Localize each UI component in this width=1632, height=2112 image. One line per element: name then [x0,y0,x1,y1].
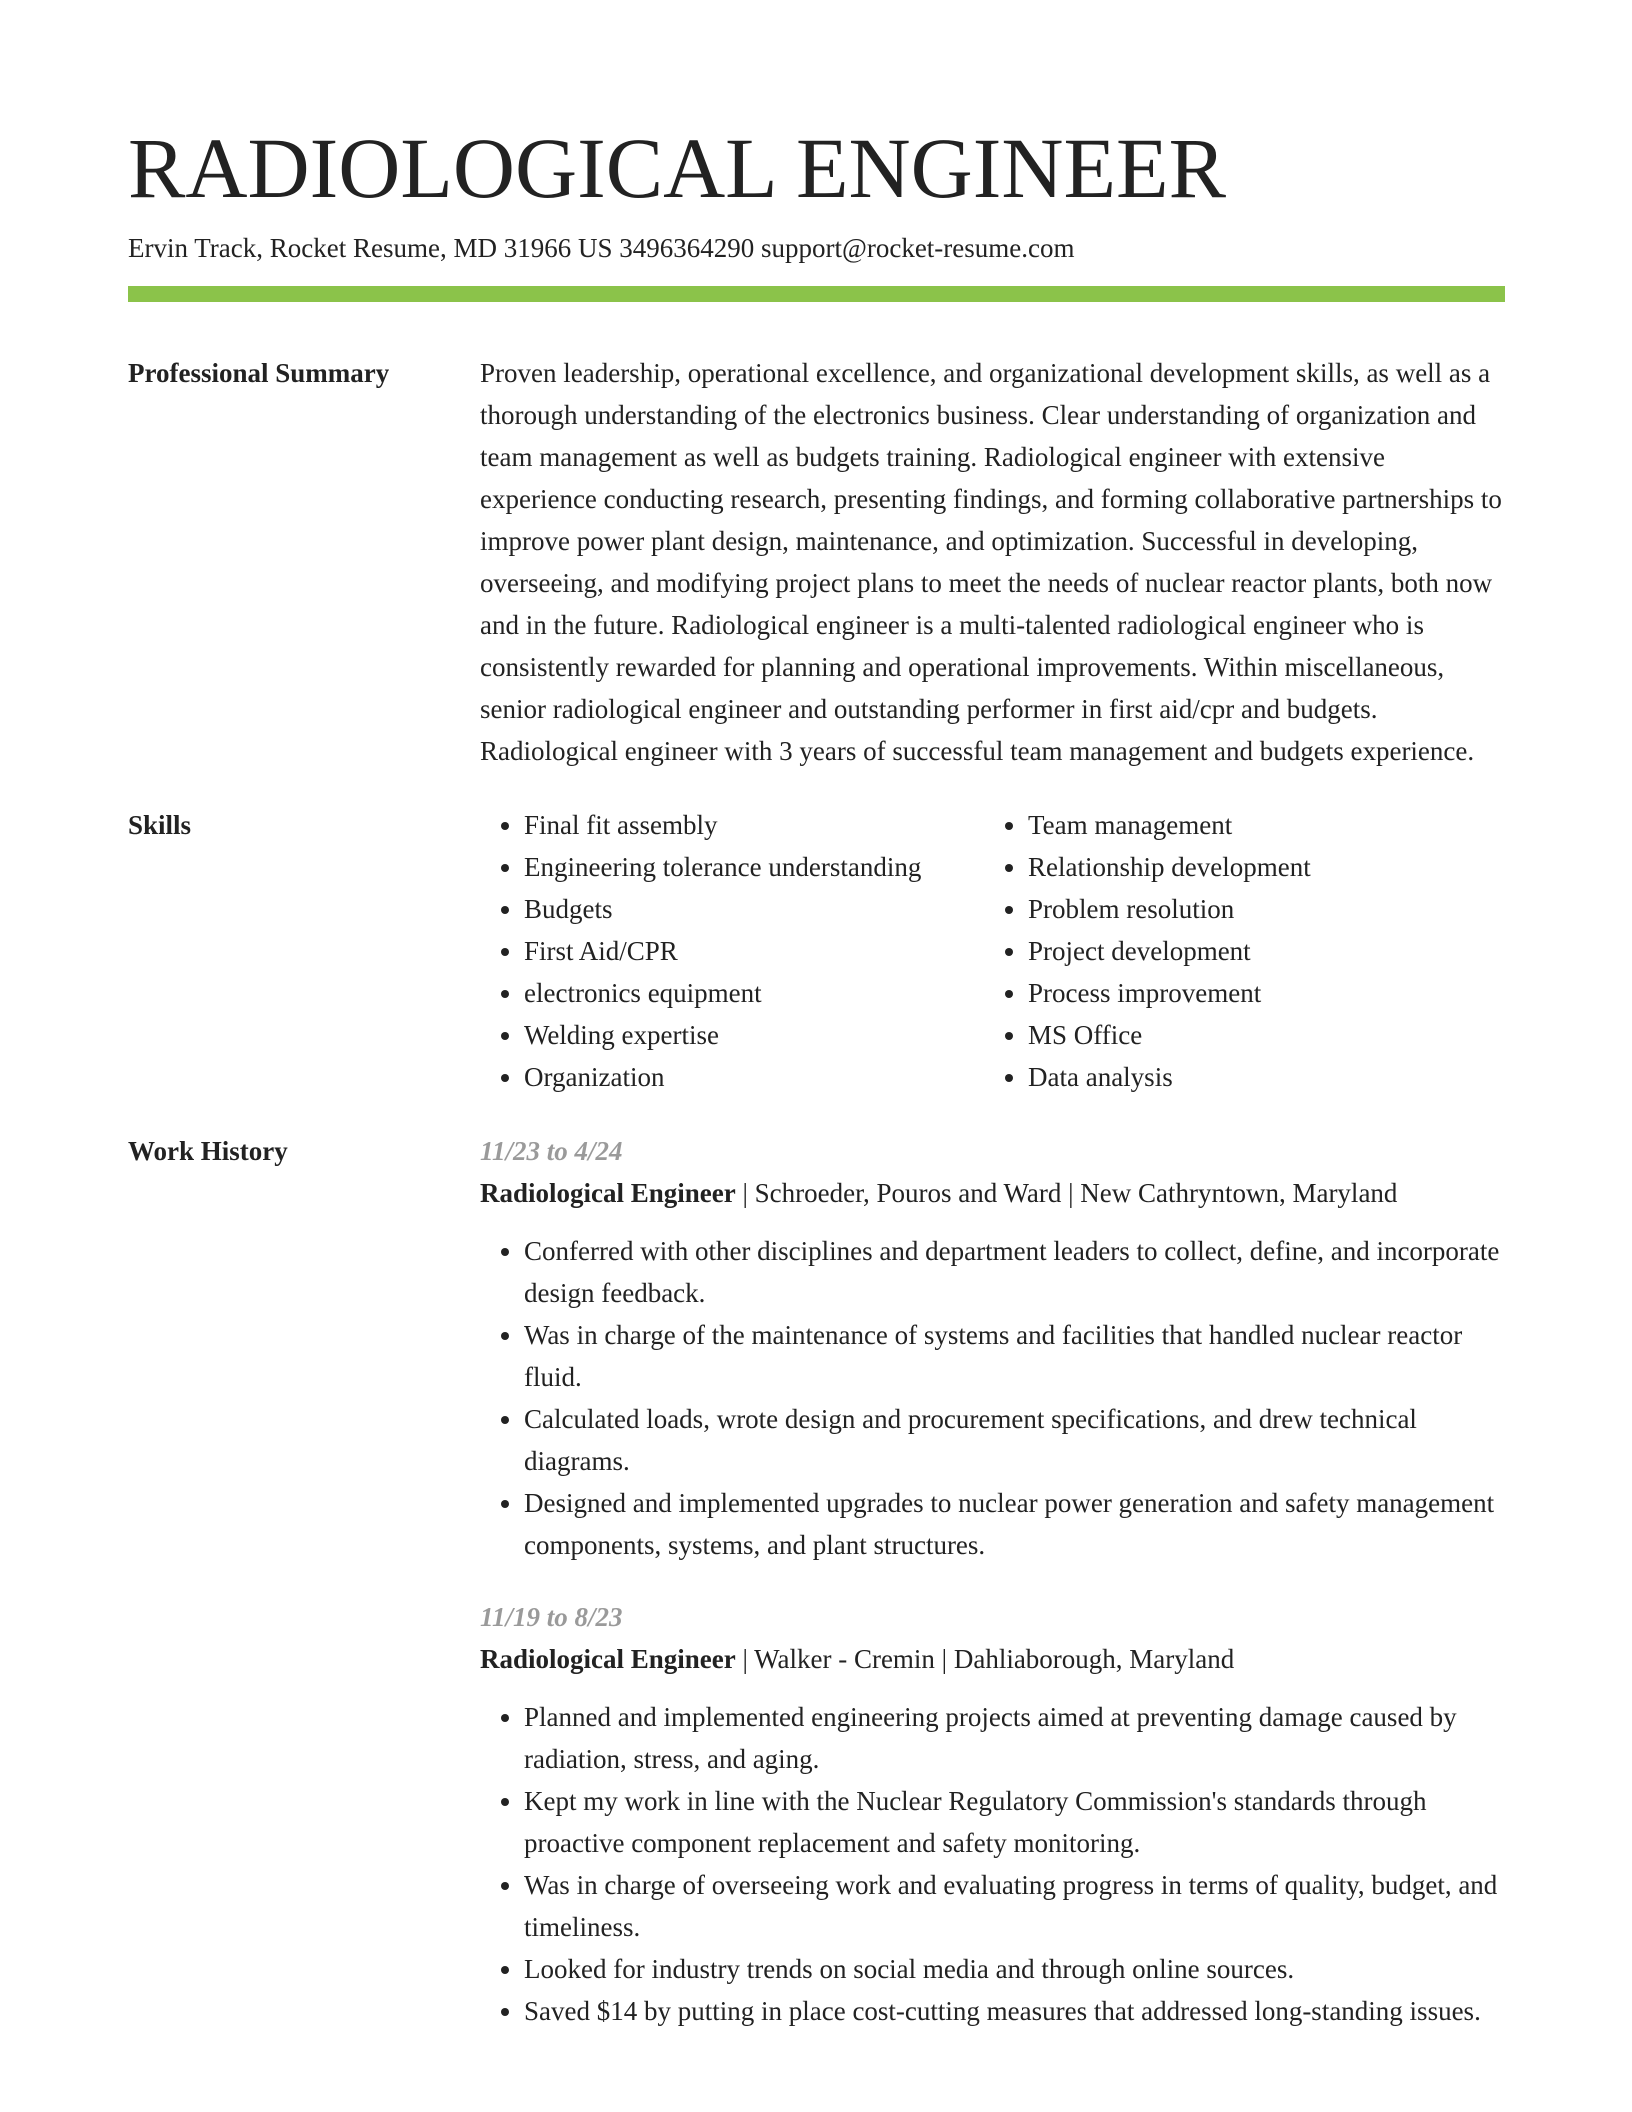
job-bullet: • Was in charge of the maintenance of systems and facilities that handled nuclear reactor fluid. [524,1314,1505,1398]
job-dates: 11/23 to 4/24 [480,1136,623,1166]
skills-list-right [984,804,1311,1098]
job-employer-location: | Schroeder, Pouros and Ward | New Cathryntown, Maryland [735,1178,1398,1208]
section-label-work-history: Work History [128,1136,288,1166]
job-entry [480,1596,1505,2032]
job-heading [480,1638,1505,1680]
job-bullet: • Saved $14 by putting in place cost-cutting measures that addressed long-standing issues. [524,1990,1505,2032]
job-bullet: • Designed and implemented upgrades to nuclear power generation and safety management components, systems, and plant structures. [524,1482,1505,1566]
resume-page [128,0,1505,2032]
skill-item: • Engineering tolerance understanding [524,846,984,888]
skills-section [128,804,1505,1098]
section-label-summary: Professional Summary [128,358,390,388]
job-heading [480,1172,1505,1214]
skill-item: • Process improvement [1028,972,1311,1014]
work-history-section [128,1130,1505,2032]
job-bullet: • Looked for industry trends on social media and through online sources. [524,1948,1505,1990]
contact-info: Ervin Track, Rocket Resume, MD 31966 US 3496364290 support@rocket-resume.com [128,233,1075,263]
job-bullet: • Planned and implemented engineering projects aimed at preventing damage caused by radiation, stress, and aging. [524,1696,1505,1780]
skills-list-left [480,804,984,1098]
work-history-entries [480,1130,1505,2032]
skill-item: • Budgets [524,888,984,930]
job-employer-location: | Walker - Cremin | Dahliaborough, Maryland [735,1644,1235,1674]
professional-summary-section [128,352,1505,772]
summary-text: Proven leadership, operational excellence, and organizational development skills, as well as a thorough understanding of the electronics business. Clear understanding of organization and team management as well as budgets training. Radiological engineer with extensive experience conducting research, presenting findings, and forming collaborative partnerships to improve power plant design, maintenance, and optimization. Successful in developing, overseeing, and modifying project plans to meet the needs of nuclear reactor plants, both now and in the future. Radiological engineer is a multi-talented radiological engineer who is consistently rewarded for planning and operational improvements. Within miscellaneous, senior radiological engineer and outstanding performer in first aid/cpr and budgets. Radiological engineer with 3 years of successful team management and budgets experience. [480,358,1502,766]
skill-item: • Final fit assembly [524,804,984,846]
job-title: Radiological Engineer [480,1178,736,1208]
section-label-skills: Skills [128,810,192,840]
skill-item: • Problem resolution [1028,888,1311,930]
skill-item: • First Aid/CPR [524,930,984,972]
skill-item: • MS Office [1028,1014,1311,1056]
skill-item: • Organization [524,1056,984,1098]
skill-item: • Data analysis [1028,1056,1311,1098]
skills-columns [480,804,1505,1098]
skill-item: • Relationship development [1028,846,1311,888]
header-divider [128,286,1505,302]
job-bullet: • Conferred with other disciplines and department leaders to collect, define, and incorporate design feedback. [524,1230,1505,1314]
skill-item: • Welding expertise [524,1014,984,1056]
skill-item: • electronics equipment [524,972,984,1014]
job-dates: 11/19 to 8/23 [480,1602,623,1632]
job-bullet: • Kept my work in line with the Nuclear Regulatory Commission's standards through proactive component replacement and safety monitoring. [524,1780,1505,1864]
skill-item: • Project development [1028,930,1311,972]
job-bullets [480,1696,1505,2032]
job-bullet: • Was in charge of overseeing work and evaluating progress in terms of quality, budget, and timeliness. [524,1864,1505,1948]
job-bullets [480,1230,1505,1566]
resume-title: RADIOLOGICAL ENGINEER [128,120,1226,216]
job-title: Radiological Engineer [480,1644,736,1674]
job-bullet: • Calculated loads, wrote design and procurement specifications, and drew technical diagrams. [524,1398,1505,1482]
skill-item: • Team management [1028,804,1311,846]
job-entry [480,1130,1505,1566]
